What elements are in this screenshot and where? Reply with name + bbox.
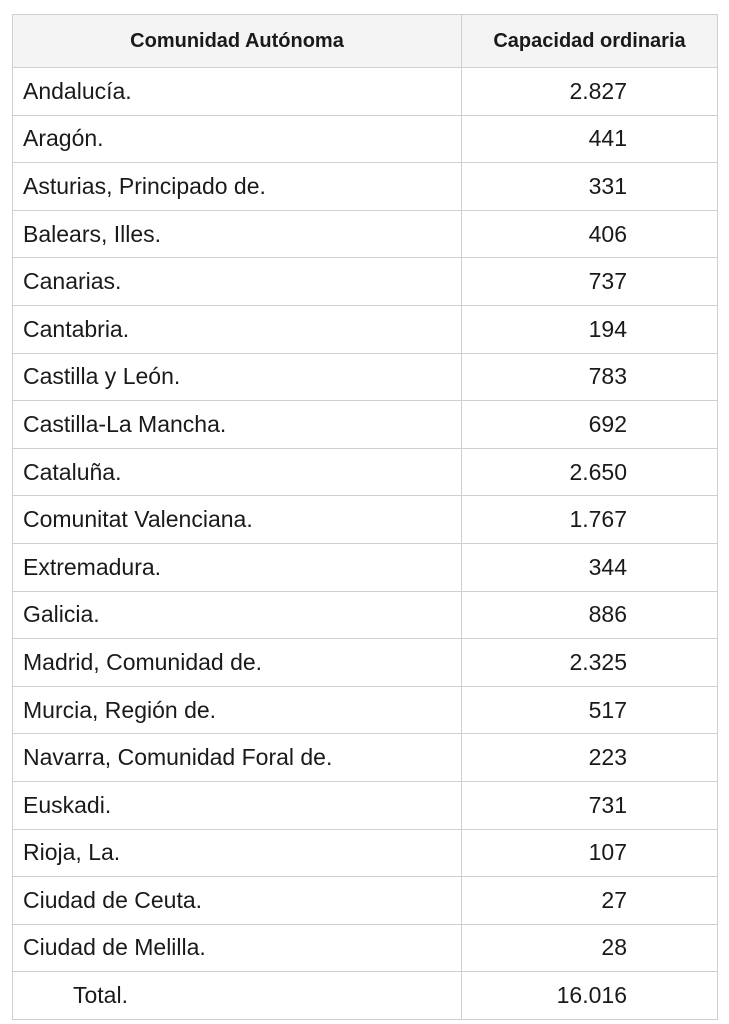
region-cell: Castilla y León. [13, 353, 462, 401]
capacity-cell: 737 [462, 258, 718, 306]
table-row [13, 924, 718, 972]
capacity-cell: 731 [462, 781, 718, 829]
region-cell: Canarias. [13, 258, 462, 306]
region-cell: Aragón. [13, 115, 462, 163]
region-cell: Murcia, Región de. [13, 686, 462, 734]
table-row [13, 496, 718, 544]
capacity-cell: 223 [462, 734, 718, 782]
capacity-cell: 692 [462, 401, 718, 449]
region-cell: Cataluña. [13, 448, 462, 496]
table-row [13, 734, 718, 782]
total-row [13, 972, 718, 1020]
total-value: 16.016 [462, 972, 718, 1020]
region-cell: Ciudad de Ceuta. [13, 877, 462, 925]
table-row [13, 448, 718, 496]
table-row [13, 686, 718, 734]
capacity-table [12, 14, 718, 1020]
table-row [13, 305, 718, 353]
table-row [13, 639, 718, 687]
capacity-cell: 2.827 [462, 68, 718, 116]
region-cell: Castilla-La Mancha. [13, 401, 462, 449]
table-row [13, 877, 718, 925]
capacity-cell: 344 [462, 543, 718, 591]
capacity-cell: 28 [462, 924, 718, 972]
capacity-cell: 886 [462, 591, 718, 639]
region-cell: Balears, Illes. [13, 210, 462, 258]
capacity-cell: 194 [462, 305, 718, 353]
region-cell: Navarra, Comunidad Foral de. [13, 734, 462, 782]
table-row [13, 353, 718, 401]
table-row [13, 258, 718, 306]
table-header-row [13, 15, 718, 68]
region-cell: Rioja, La. [13, 829, 462, 877]
total-label: Total. [13, 972, 462, 1020]
capacity-cell: 517 [462, 686, 718, 734]
region-cell: Ciudad de Melilla. [13, 924, 462, 972]
table-row [13, 401, 718, 449]
region-cell: Extremadura. [13, 543, 462, 591]
region-cell: Euskadi. [13, 781, 462, 829]
table-row [13, 68, 718, 116]
region-cell: Cantabria. [13, 305, 462, 353]
table-row [13, 781, 718, 829]
capacity-cell: 2.325 [462, 639, 718, 687]
table-row [13, 210, 718, 258]
region-cell: Comunitat Valenciana. [13, 496, 462, 544]
table-row [13, 543, 718, 591]
table-body [13, 68, 718, 1020]
region-cell: Galicia. [13, 591, 462, 639]
capacity-cell: 2.650 [462, 448, 718, 496]
table-row [13, 591, 718, 639]
capacity-cell: 1.767 [462, 496, 718, 544]
region-cell: Madrid, Comunidad de. [13, 639, 462, 687]
capacity-cell: 783 [462, 353, 718, 401]
table-row [13, 115, 718, 163]
header-region: Comunidad Autónoma [13, 15, 462, 68]
capacity-cell: 107 [462, 829, 718, 877]
region-cell: Andalucía. [13, 68, 462, 116]
capacity-cell: 406 [462, 210, 718, 258]
table-row [13, 163, 718, 211]
capacity-cell: 441 [462, 115, 718, 163]
header-capacity: Capacidad ordinaria [462, 15, 718, 68]
table-row [13, 829, 718, 877]
capacity-cell: 27 [462, 877, 718, 925]
capacity-cell: 331 [462, 163, 718, 211]
region-cell: Asturias, Principado de. [13, 163, 462, 211]
